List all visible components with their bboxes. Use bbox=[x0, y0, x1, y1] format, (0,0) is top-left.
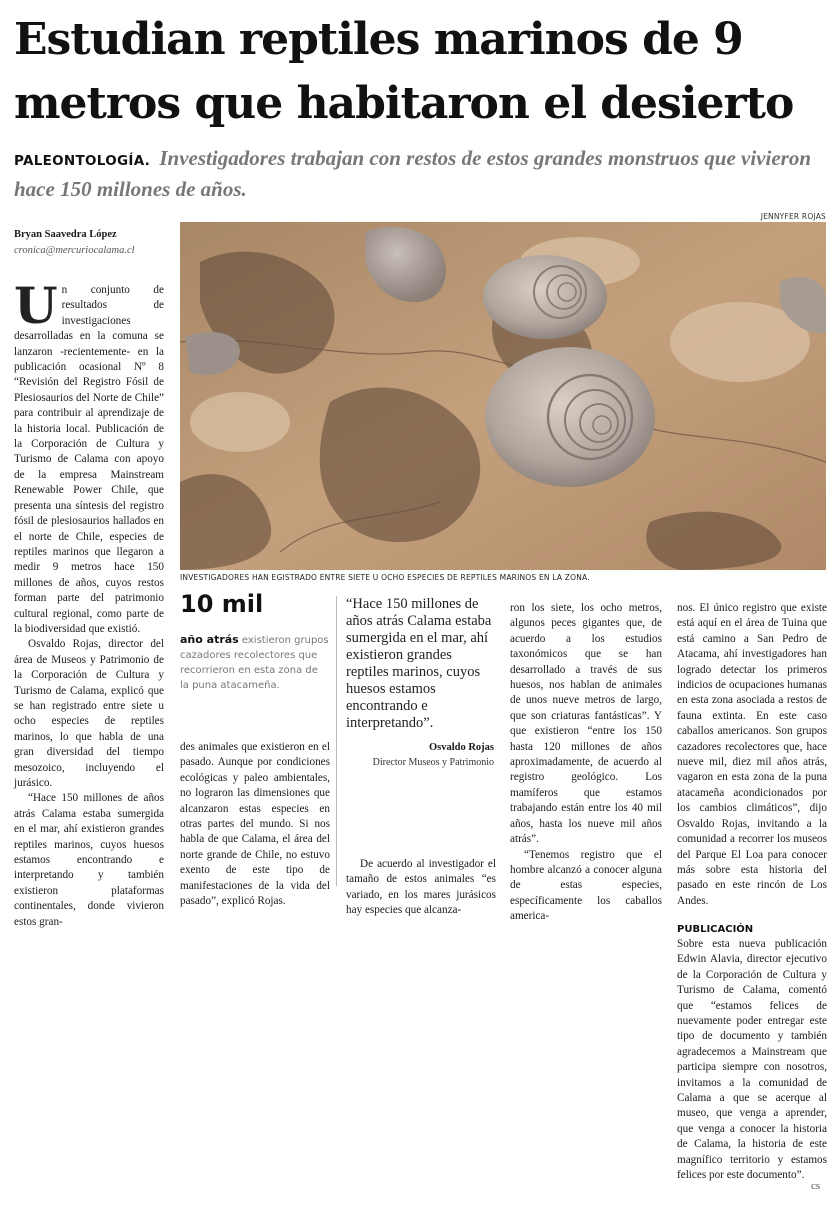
paragraph: Sobre esta nueva publicación Edwin Alavia, director ejecutivo de la Corporación de Cultura y Turismo de Calama, comentó que “estamos felices de nuevamente poder entregar este tipo de documento y también agradecemos a Mainstream que participa siempre con nosotros, invitamos a la comunidad de Calama a que se acerque al museo, que venga a aprender, que venga a conocer la historia de Calama, la historia de este magnífico territorio y estamos felices por este documento”. bbox=[677, 938, 827, 1182]
paragraph: ron los siete, los ocho metros, algunos peces gigantes que, de acuerdo a los estudios taxonómicos que se han desarrollado a través de sus huesos, nos hablan de animales de unos nueve metros de largo, que son criaturas fantásticas”. Y que existieron “entre los 150 hasta 120 millones de años aproximadamente, de acuerdo al registro geológico. Los mamíferos que estamos trabajando están entre los 40 mil años, hasta los nueve mil años atrás”. bbox=[510, 602, 662, 846]
photo-caption: INVESTIGADORES HAN EGISTRADO ENTRE SIETE U OCHO ESPECIES DE REPTILES MARINOS EN LA ZONA. bbox=[180, 573, 590, 582]
deck bbox=[14, 144, 814, 203]
article-column-5 bbox=[677, 601, 827, 909]
pale-patch-2 bbox=[190, 392, 290, 452]
paragraph: “Tenemos registro que el hombre alcanzó a conocer alguna de estas especies, específicamente los caballos america- bbox=[510, 848, 662, 923]
stat-lead: año atrás bbox=[180, 633, 239, 646]
fossil-photo bbox=[180, 222, 826, 570]
section-kicker: PALEONTOLOGÍA. bbox=[14, 153, 151, 169]
article-column-4 bbox=[510, 601, 662, 925]
drop-cap: U bbox=[14, 276, 58, 335]
publicacion-column bbox=[677, 937, 827, 1184]
paragraph: des animales que existieron en el pasado. Aunque por condiciones ecológicas y paleo ambientales, no lograron las dimensiones que alcanzaron estas especies en otras partes del mundo. Si nos habla de que Calama, el área del norte grande de Chile, no estuvo exento de este tipo de manifestaciones de la vida del pasado”, explicó Rojas. bbox=[180, 741, 330, 908]
paragraph-text: n conjunto de resultados de investigaciones desarrolladas en la comuna se lanzaron -recientemente- en la publicación ocasional Nº 8 “Revisión del Registro Fósil de Plesiosaurios del Norte de Chile” para contribuir al aprendizaje de la historia local. Publicación de la Corporación de Cultura y Turismo de Calama con apoyo de la empresa Mainstream Renewable Power Chile, que presenta una síntesis del registro fósil de plesiosaurios hallados en el norte de Chile, especies de reptiles marinos que llegaron a medir 9 metros hace 150 millones de años, cuyos restos forman parte del patrimonio cultural regional, como parte de la biodiversidad que existió. bbox=[14, 284, 164, 635]
photo-credit: JENNYFER ROJAS bbox=[760, 212, 826, 221]
stat-text bbox=[180, 632, 330, 693]
pull-quote-author: Osvaldo Rojas bbox=[428, 742, 494, 753]
subheadline: Investigadores trabajan con restos de estos grandes monstruos que vivieron hace 150 millones de años. bbox=[14, 146, 812, 201]
end-mark: cs bbox=[811, 1180, 821, 1192]
paragraph: Osvaldo Rojas, director del área de Museos y Patrimonio de la Corporación de Cultura y Turismo de Calama, explicó que se han registrado entre siete u ocho especies de reptiles marinos, lo que habla de una gran diversidad del tiempo mesozoico, incluyendo el jurásico. bbox=[14, 638, 164, 789]
ammonite-large bbox=[485, 347, 655, 487]
article-column-2 bbox=[180, 740, 330, 909]
byline-email: cronica@mercuriocalama.cl bbox=[14, 245, 135, 256]
paragraph: “Hace 150 millones de años atrás Calama estaba sumergida en el mar, ahí existieron grandes reptiles marinos, cuyos huesos estamos encontrando e interpretando y también existieron plataformas continentales, donde vivieron estos gran- bbox=[14, 792, 164, 928]
column-divider bbox=[336, 596, 337, 886]
paragraph bbox=[14, 276, 164, 637]
article-column-3 bbox=[346, 857, 496, 919]
stat-number: 10 mil bbox=[180, 590, 264, 618]
byline-author: Bryan Saavedra López bbox=[14, 229, 117, 240]
article-column-1 bbox=[14, 276, 164, 930]
pull-quote-role: Director Museos y Patrimonio bbox=[372, 757, 494, 768]
headline: Estudian reptiles marinos de 9 metros que habitaron el desierto bbox=[14, 14, 794, 129]
paragraph: nos. El único registro que existe está aquí en el área de Tuina que está camino a San Pedro de Atacama, ahí investigadores han logrado detectar los primeros indicios de ocupaciones humanas en esta zona asociada a restos de fauna extinta. En este caso caballos americanos. Son grupos cazadores recolectores que, hace nueve mil, diez mil años atrás, vagaron en esta zona de la puna atacameña acondicionados por los cambios climáticos”, dijo Osvaldo Rojas, invitando a la comunidad a recorrer los museos del Parque El Loa para conocer más sobre esta historia del pasado en este rincón de Los Andes. bbox=[677, 602, 827, 907]
byline bbox=[14, 227, 174, 259]
publicacion-heading: PUBLICACIÓN bbox=[677, 924, 754, 935]
pull-quote: “Hace 150 millones de años atrás Calama estaba sumergida en el mar, ahí existieron grandes reptiles marinos, cuyos huesos estamos encontrando e interpretando”. bbox=[346, 596, 492, 731]
paragraph: De acuerdo al investigador el tamaño de estos animales “es variado, en los mares jurásicos hay especies que alcanza- bbox=[346, 858, 496, 917]
ammonite-small bbox=[483, 255, 607, 339]
stat-body: existieron grupos cazadores recolectores que recorrieron en esta zona de la puna atacameña. bbox=[180, 635, 329, 691]
